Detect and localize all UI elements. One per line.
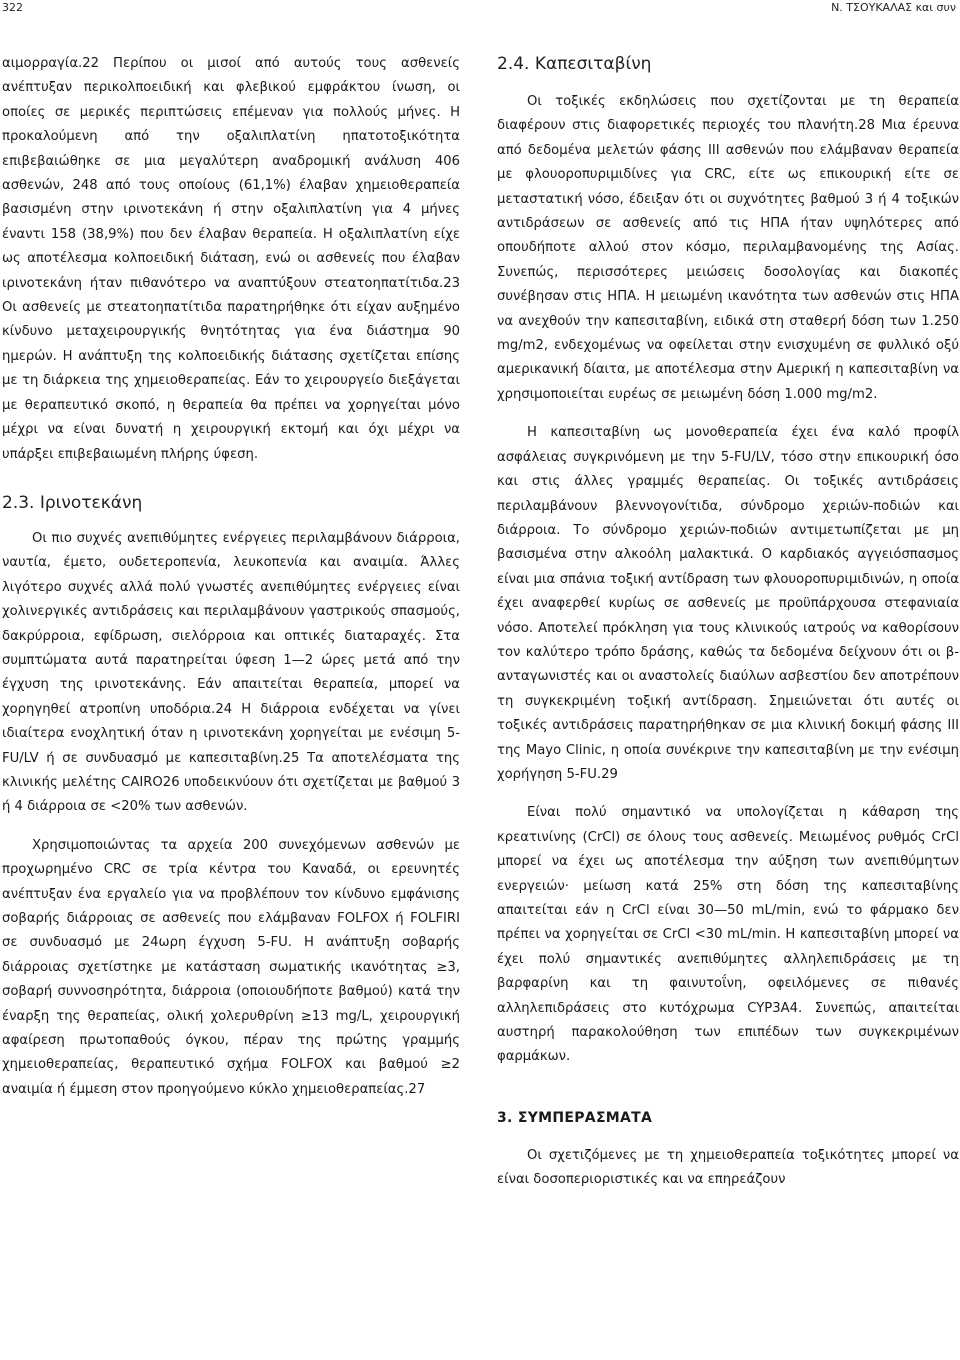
right-paragraph-capecitabine-2: Η καπεσιταβίνη ως μονοθεραπεία έχει ένα καλό προφίλ ασφάλειας συγκρινόμενη με την 5-FU/LV, τόσο στην επικουρική όσο και στις άλλες γραμμές θεραπείας. Οι τοξικές αντιδράσεις περιλαμβάνουν βλεννογονίτιδα, σύνδρομο χεριών-ποδιών και διάρροια. Το σύνδρομο χεριών-ποδιών αντιμετωπίζεται με μη βασισμένα στην αλκοόλη μαλακτικά. Ο καρδιακός αγγειόσπασμος είναι μια σπάνια τοξική αντίδραση των φλουοροπυριμιδινών, η οποία έχει αναφερθεί κυρίως σε ασθενείς με προϋπάρχουσα στεφανιαία νόσο. Αποτελεί πρόκληση για τους κλινικούς ιατρούς να καθορίσουν τον καλύτερο τρόπο δράσης, καθώς τα δεδομένα δείχνουν ότι οι β-ανταγωνιστές και οι αναστολείς διαύλων ασβεστίου δεν αποτρέπουν τη συγκεκριμένη τοξική αντίδραση. Σημειώνεται ότι αυτές οι τοξικές αντιδράσεις παρατηρήθηκαν σε μια κλινική δοκιμή φάσης III της Mayo Clinic, η οποία συνέκρινε την καπεσιταβίνη με την ενέσιμη χορήγηση 5-FU.29 <box>497 425 959 782</box>
right-paragraph-conclusions: Οι σχετιζόμενες με τη χημειοθεραπεία τοξικότητες μπορεί να είναι δοσοπεριοριστικές και να επηρεάζουν <box>497 1147 959 1188</box>
right-column <box>497 52 959 1193</box>
section-heading-2-4: 2.4. Καπεσιταβίνη <box>497 54 652 74</box>
section-heading-3-conclusions: 3. ΣΥΜΠΕΡΑΣΜΑΤΑ <box>497 1109 653 1126</box>
left-column <box>2 52 460 1102</box>
page-number: 322 <box>2 1 23 14</box>
left-paragraph-irinotecan-1: Οι πιο συχνές ανεπιθύμητες ενέργειες περιλαμβάνουν διάρροια, ναυτία, έμετο, ουδετεροπενία, λευκοπενία και αναιμία. Άλλες λιγότερο συχνές αλλά πολύ γνωστές ανεπιθύμητες ενέργειες είναι χολινεργικές αντιδράσεις και περιλαμβάνουν γαστρικούς σπασμούς, δακρύρροια, εφίδρωση, σιελόρροια και οπτικές διαταραχές. Στα συμπτώματα αυτά παρατηρείται ύφεση 1—2 ώρες μετά από την έγχυση της ιρινοτεκάνης. Εάν απαιτείται θεραπεία, μπορεί να χορηγηθεί ατροπίνη υποδόρια.24 Η διάρροια ενδέχεται να γίνει ιδιαίτερα ενοχλητική όταν η ιρινοτεκάνη χορηγείται με ενέσιμη 5-FU/LV ή σε συνδυασμό με καπεσιταβίνη.25 Τα αποτελέσματα της κλινικής μελέτης CAIRO26 υποδεικνύουν ότι σχετίζεται με βαθμού 3 ή 4 διάρροια σε <20% των ασθενών. <box>2 530 460 815</box>
right-paragraph-capecitabine-3: Είναι πολύ σημαντικό να υπολογίζεται η κάθαρση της κρεατινίνης (CrCl) σε όλους τους ασθενείς. Μειωμένος ρυθμός CrCl μπορεί να έχει ως αποτέλεσμα την αύξηση των ανεπιθύμητων ενεργειών· μείωση κατά 25% στη δόση της καπεσιταβίνης απαιτείται εάν η CrCl είναι 30—50 mL/min, ενώ το φάρμακο δεν πρέπει να χορηγείται σε CrCl <30 mL/min. Η καπεσιταβίνη μπορεί να έχει πολύ σημαντικές ανεπιθύμητες αλληλεπιδράσεις με τη βαρφαρίνη και τη φαινυτοΐνη, οφειλόμενες σε πιθανές αλληλεπιδράσεις στο κυτόχρωμα CYP3A4. Συνεπώς, απαιτείται αυστηρή παρακολούθηση των επιπέδων των συγκεκριμένων φαρμάκων. <box>497 805 959 1065</box>
right-paragraph-capecitabine-1: Οι τοξικές εκδηλώσεις που σχετίζονται με τη θεραπεία διαφέρουν στις διαφορετικές περιοχές του πλανήτη.28 Μια έρευνα από δεδομένα μελετών φάσης III ασθενών που ελάμβαναν θεραπεία με φλουοροπυριμιδίνες για CRC, είτε ως επικουρική είτε σε μεταστατική νόσο, έδειξαν ότι οι συχνότητες βαθμού 3 ή 4 τοξικών αντιδράσεων σε ασθενείς από τις ΗΠΑ ήταν υψηλότερες από οπουδήποτε αλλού στον κόσμο, περιλαμβανομένης της Ασίας. Συνεπώς, περισσότερες μειώσεις δοσολογίας και διακοπές συνέβησαν στις ΗΠΑ. Η μειωμένη ικανότητα των ασθενών στις ΗΠΑ να ανεχθούν την καπεσιταβίνη, ειδικά στη σταθερή δόση των 1.250 mg/m2, ενδεχομένως να οφείλεται στην ενισχυμένη σε φυλλικό οξύ αμερικανική δίαιτα, με αποτέλεσμα στην Αμερική η καπεσιταβίνη να χρησιμοποιείται ευρέως σε μειωμένη δόση 1.000 mg/m2. <box>497 94 959 402</box>
section-heading-2-3: 2.3. Ιρινοτεκάνη <box>2 492 143 513</box>
left-paragraph-irinotecan-2: Χρησιμοποιώντας τα αρχεία 200 συνεχόμενων ασθενών με προχωρημένο CRC σε τρία κέντρα του Καναδά, οι ερευνητές ανέπτυξαν ένα εργαλείο για να προβλέπουν τον κίνδυνο εμφάνισης σοβαρής διάρροιας σε ασθενείς που ελάμβαναν FOLFOX ή FOLFIRI σε συνδυασμό με 24ωρη έγχυση 5-FU. Η ανάπτυξη σοβαρής διάρροιας σχετίστηκε με κατάσταση σωματικής ικανότητας ≥3, σοβαρή συννοσηρότητα, διάρροια (οποιουδήποτε βαθμού) κατά την έναρξη της θεραπείας, ολική χολερυθρίνη ≥13 mg/L, χειρουργική αφαίρεση πρωτοπαθούς όγκου, πέραν της πρώτης γραμμής χημειοθεραπείας, θεραπευτικό σχήμα FOLFOX και βαθμού ≥2 αναιμία ή έμμεση στον προηγούμενο κύκλο χημειοθεραπείας.27 <box>2 837 460 1097</box>
left-paragraph-continued: αιμορραγία.22 Περίπου οι μισοί από αυτούς τους ασθενείς ανέπτυξαν περικολποειδική και φλεβικού εμφράκτου ίνωση, οι οποίες σε μερικές περιπτώσεις επέμεναν για πολλούς μήνες. Η προκαλούμενη από την οξαλιπλατίνη ηπατοτοξικότητα επιβεβαιώθηκε σε μια μεγαλύτερη αναδρομική ανάλυση 406 ασθενών, 248 από τους οποίους (61,1%) έλαβαν χημειοθεραπεία βασισμένη στην ιρινοτεκάνη ή στην οξαλιπλατίνη για 4 μήνες έναντι 158 (38,9%) που δεν έλαβαν θεραπεία. Η οξαλιπλατίνη είχε ως αποτέλεσμα κολποειδική διάταση, ενώ οι ασθενείς που έλαβαν ιρινοτεκάνη ήταν πιθανότερο να αναπτύξουν στεατοηπατίτιδα.23 Οι ασθενείς με στεατοηπατίτιδα παρατηρήθηκε ότι είχαν αυξημένο κίνδυνο μεταχειρουργικής θνητότητας για ένα διάστημα 90 ημερών. Η ανάπτυξη της κολποειδικής διάτασης σχετίζεται επίσης με τη διάρκεια της χημειοθεραπείας. Εάν το χειρουργείο διεξάγεται με θεραπευτικό σκοπό, η θεραπεία θα πρέπει να χορηγείται μόνο μέχρι να είναι δυνατή η χειρουργική εκτομή και όχι μέχρι να υπάρξει επιβεβαιωμένη πλήρης ύφεση. <box>2 56 460 462</box>
running-header-authors: Ν. ΤΣΟΥΚΑΛΑΣ και συν <box>831 1 956 14</box>
running-header <box>0 0 960 22</box>
